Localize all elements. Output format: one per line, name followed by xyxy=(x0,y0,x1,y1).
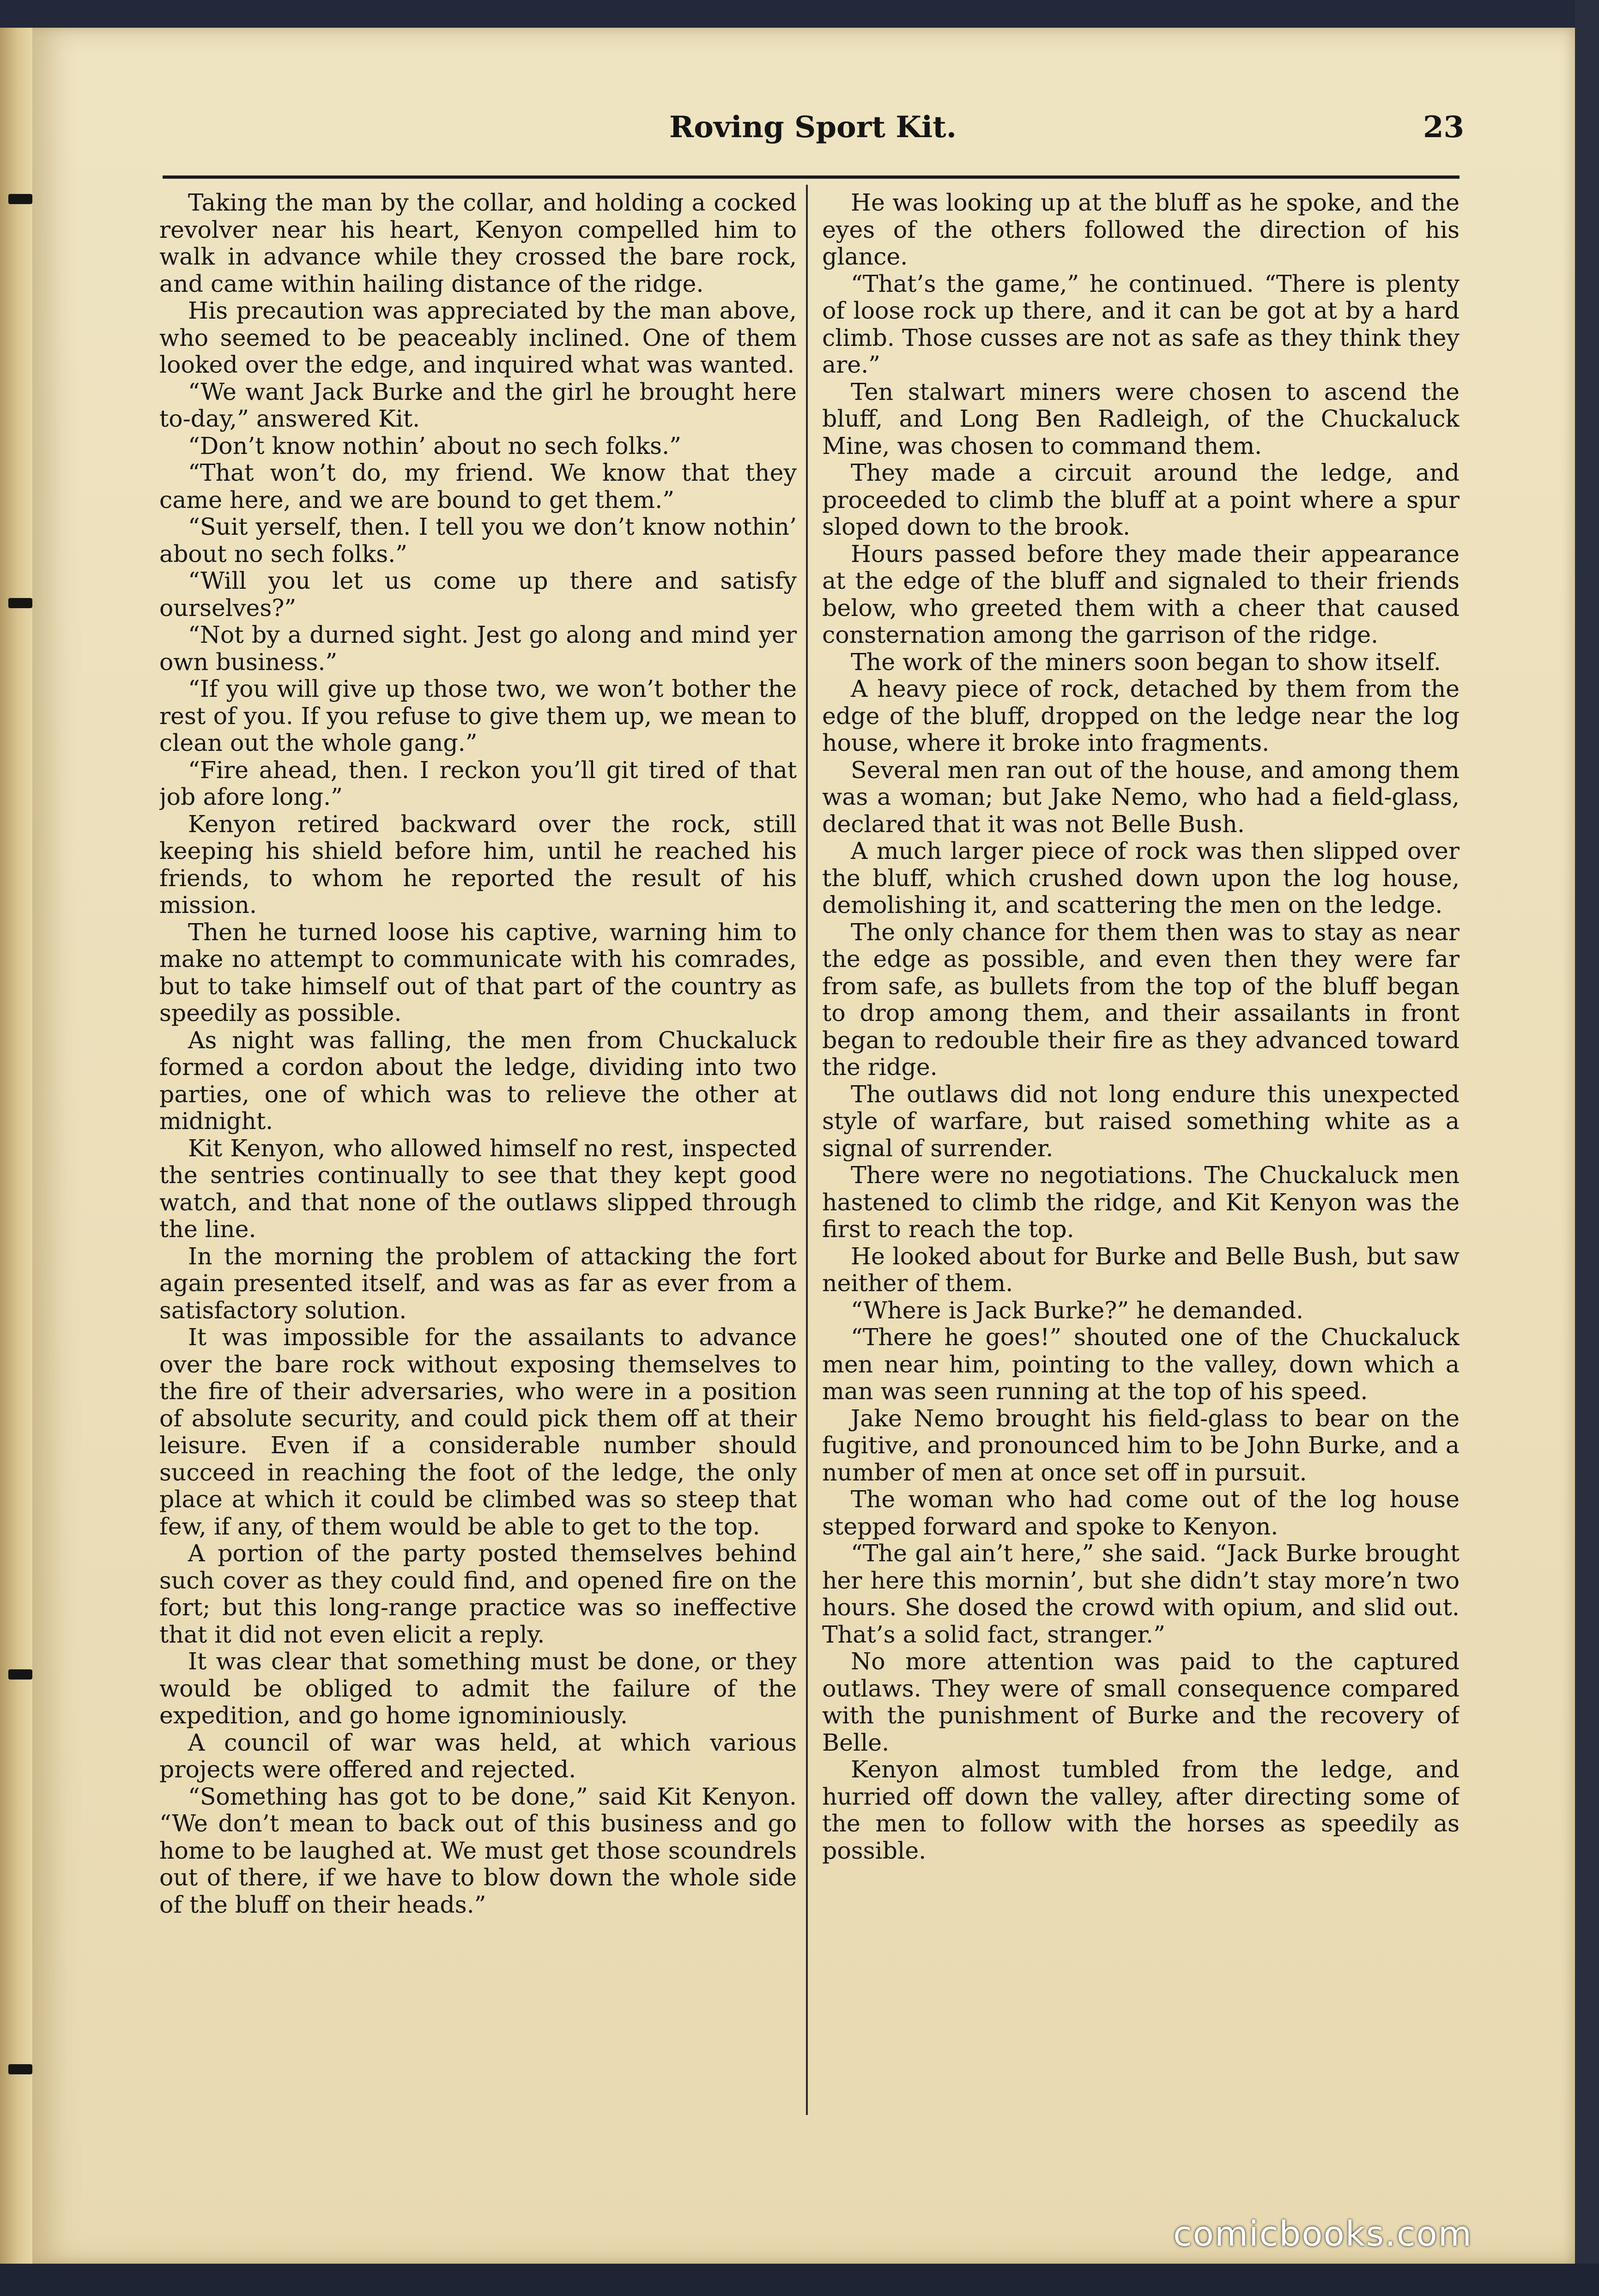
page-spine xyxy=(0,28,32,2264)
text-column-right xyxy=(822,189,1460,2115)
paragraph: The outlaws did not long endure this unexpected style of warfare, but raised something white as a signal of surrender. xyxy=(822,1080,1460,1162)
paragraph: The woman who had come out of the log house stepped forward and spoke to Kenyon. xyxy=(822,1486,1460,1540)
scan-top-border xyxy=(0,0,1599,28)
paragraph: “Fire ahead, then. I reckon you’ll git tired of that job afore long.” xyxy=(159,756,797,810)
paragraph: The work of the miners soon began to show itself. xyxy=(851,648,1441,676)
watermark-text: comicbooks.com xyxy=(1173,2214,1472,2254)
paragraph: He looked about for Burke and Belle Bush, but saw neither of them. xyxy=(822,1242,1460,1297)
paragraph: “Will you let us come up there and satisfy ourselves?” xyxy=(159,567,797,622)
paragraph: Then he turned loose his captive, warning him to make no attempt to communicate with his comrades, but to take himself out of that part of the country as speedily as possible. xyxy=(159,918,797,1027)
paragraph: A council of war was held, at which various projects were offered and rejected. xyxy=(159,1728,797,1783)
paragraph: They made a circuit around the ledge, and proceeded to climb the bluff at a point where a spur sloped down to the brook. xyxy=(822,459,1460,540)
paragraph: It was clear that something must be done, or they would be obliged to admit the failure of the expedition, and go home ignominiously. xyxy=(159,1648,797,1729)
paragraph: A portion of the party posted themselves behind such cover as they could find, and opened fire on the fort; but this long-range practice was so ineffective that it did not even elicit a reply. xyxy=(159,1540,797,1648)
paragraph: “The gal ain’t here,” she said. “Jack Burke brought her here this mornin’, but she didn’t stay more’n two hours. She dosed the crowd with opium, and slid out. That’s a solid fact, stranger.” xyxy=(822,1540,1460,1648)
paragraph: Jake Nemo brought his field-glass to bear on the fugitive, and pronounced him to be John Burke, and a number of men at once set off in pursuit. xyxy=(822,1404,1460,1486)
running-header-title: Roving Sport Kit. xyxy=(669,110,957,145)
paragraph: “If you will give up those two, we won’t bother the rest of you. If you refuse to give them up, we mean to clean out the whole gang.” xyxy=(159,675,797,756)
paragraph: “We want Jack Burke and the girl he brought here to-day,” answered Kit. xyxy=(159,378,797,432)
header-rule xyxy=(163,175,1460,179)
paragraph: “Suit yerself, then. I tell you we don’t know nothin’ about no sech folks.” xyxy=(159,513,797,568)
paragraph: “Don’t know nothin’ about no sech folks.” xyxy=(188,432,681,459)
paragraph: A heavy piece of rock, detached by them from the edge of the bluff, dropped on the ledge near the log house, where it broke into fragments. xyxy=(822,675,1460,756)
paragraph: His precaution was appreciated by the man above, who seemed to be peaceably inclined. One of them looked over the edge, and inquired what was wanted. xyxy=(159,297,797,378)
paragraph: Taking the man by the collar, and holding a cocked revolver near his heart, Kenyon compelled him to walk in advance while they crossed the bare rock, and came within hailing distance of the ridge. xyxy=(159,189,797,297)
paragraph: As night was falling, the men from Chuckaluck formed a cordon about the ledge, dividing into two parties, one of which was to relieve the other at midnight. xyxy=(159,1026,797,1135)
paragraph: “That won’t do, my friend. We know that they came here, and we are bound to get them.” xyxy=(159,459,797,514)
paragraph: “Something has got to be done,” said Kit Kenyon. “We don’t mean to back out of this business and go home to be laughed at. We must get those scoundrels out of there, if we have to blow down the whole side of the bluff on their heads.” xyxy=(159,1782,797,1918)
paragraph: In the morning the problem of attacking the fort again presented itself, and was as far as ever from a satisfactory solution. xyxy=(159,1242,797,1324)
column-divider xyxy=(806,185,808,2115)
paragraph: It was impossible for the assailants to advance over the bare rock without exposing themselves to the fire of their adversaries, who were in a position of absolute security, and could pick them off at their leisure. Even if a considerable number should succeed in reaching the foot of the ledge, the only place at which it could be climbed was so steep that few, if any, of them would be able to get to the top. xyxy=(159,1323,797,1540)
paragraph: Kit Kenyon, who allowed himself no rest, inspected the sentries continually to see that they kept good watch, and that none of the outlaws slipped through the line. xyxy=(159,1134,797,1243)
paragraph: Kenyon almost tumbled from the ledge, and hurried off down the valley, after directing some of the men to follow with the horses as speedily as possible. xyxy=(822,1756,1460,1864)
paragraph: The only chance for them then was to stay as near the edge as possible, and even then they were far from safe, as bullets from the top of the bluff began to drop among them, and their assailants in front began to redouble their fire as they advanced toward the ridge. xyxy=(822,918,1460,1081)
paragraph: “That’s the game,” he continued. “There is plenty of loose rock up there, and it can be got at by a hard climb. Those cusses are not as safe as they think they are.” xyxy=(822,270,1460,378)
paragraph: There were no negotiations. The Chuckaluck men hastened to climb the ridge, and Kit Kenyon was the first to reach the top. xyxy=(822,1161,1460,1243)
scan-right-border xyxy=(1575,0,1599,2296)
staple-icon xyxy=(8,2064,32,2074)
paragraph: No more attention was paid to the captured outlaws. They were of small consequence compared with the punishment of Burke and the recovery of Belle. xyxy=(822,1648,1460,1756)
paragraph: Several men ran out of the house, and among them was a woman; but Jake Nemo, who had a field-glass, declared that it was not Belle Bush. xyxy=(822,756,1460,838)
paragraph: Ten stalwart miners were chosen to ascend the bluff, and Long Ben Radleigh, of the Chuckaluck Mine, was chosen to command them. xyxy=(822,378,1460,459)
page-number: 23 xyxy=(1423,110,1464,145)
paragraph: Kenyon retired backward over the rock, still keeping his shield before him, until he reached his friends, to whom he reported the result of his mission. xyxy=(159,810,797,918)
paragraph: A much larger piece of rock was then slipped over the bluff, which crushed down upon the log house, demolishing it, and scattering the men on the ledge. xyxy=(822,837,1460,918)
paragraph: He was looking up at the bluff as he spoke, and the eyes of the others followed the direction of his glance. xyxy=(822,189,1460,270)
paragraph: “Where is Jack Burke?” he demanded. xyxy=(851,1296,1304,1324)
paragraph: Hours passed before they made their appearance at the edge of the bluff and signaled to their friends below, who greeted them with a cheer that caused consternation among the garrison of the ridge. xyxy=(822,540,1460,648)
staple-icon xyxy=(8,598,32,608)
scan-bottom-border xyxy=(0,2264,1599,2296)
paragraph: “There he goes!” shouted one of the Chuckaluck men near him, pointing to the valley, down which a man was seen running at the top of his speed. xyxy=(822,1323,1460,1405)
paragraph: “Not by a durned sight. Jest go along and mind yer own business.” xyxy=(159,621,797,676)
staple-icon xyxy=(8,1669,32,1680)
staple-icon xyxy=(8,194,32,204)
text-column-left xyxy=(159,189,797,2115)
